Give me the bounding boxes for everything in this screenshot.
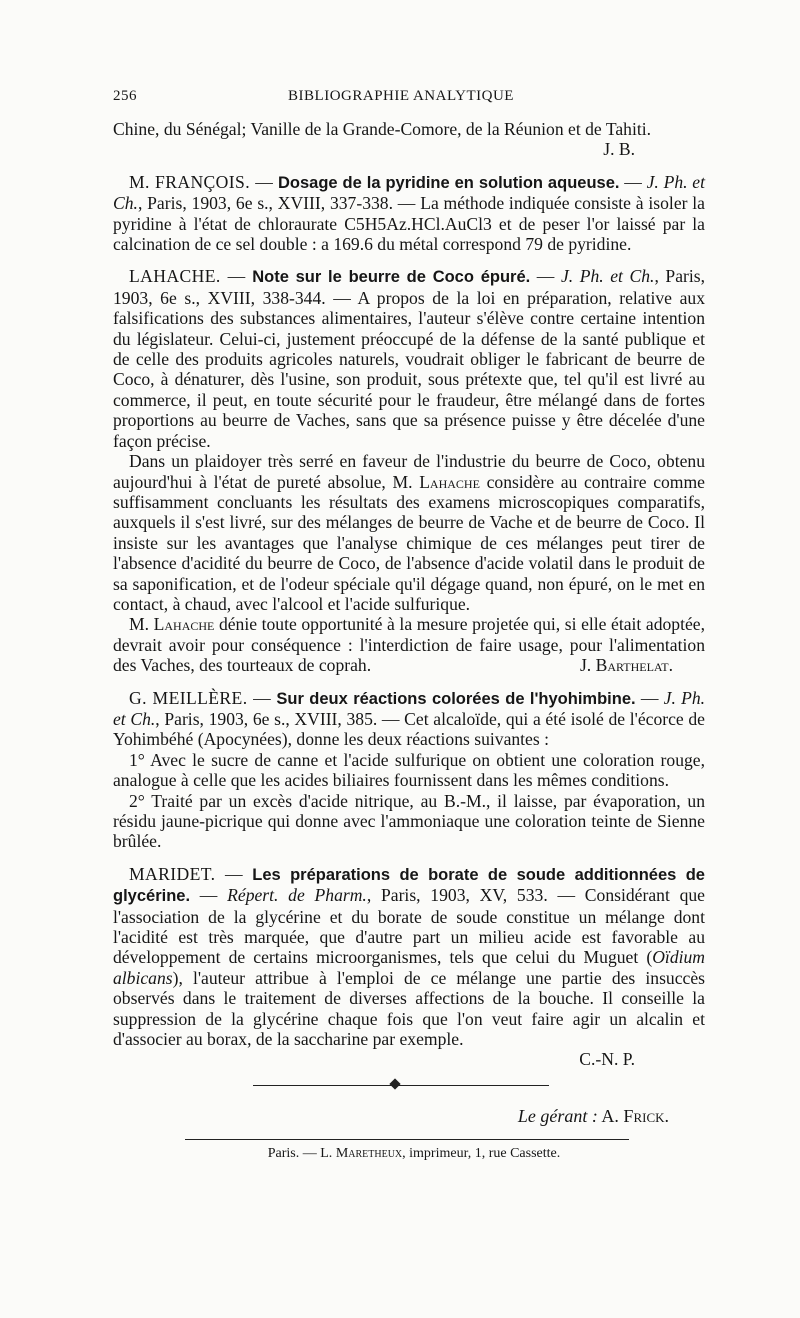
journal-name: J. Ph. et Ch. — [560, 266, 655, 287]
journal-name: J. Ph. et Ch. — [113, 171, 705, 214]
journal-name: Répert. de Pharm. — [227, 885, 367, 906]
reaction-item: 1° Avec le sucre de canne et l'acide sulfurique on obtient une coloration rouge, analogue à celle que les acides biliaires fournissent dans les mêmes conditions. — [113, 749, 705, 791]
citation: , Paris, 1903, 6e s., XVIII, 337-338. — — [137, 193, 416, 214]
entry-body: Cet alcaloïde, qui a été isolé de l'écorce de Yohimbéhé (Apocynées), donne les deux réactions suivantes : — [113, 708, 705, 750]
entry-francois: M. FRANÇOIS. — Dosage de la pyridine en solution aqueuse. — J. Ph. et Ch., Paris, 1903, 6e s., XVIII, 337-338. — La méthode indiquée consiste à isoler la pyridine à l'état de chloraurate C5H5Az.HCl.AuCl3 et de peser l'or laissé par la calcination de ce sel double : a 169.6 du métal correspond 79 de pyridine. — [113, 171, 705, 255]
gerant-line: Le gérant : A. Frick. — [517, 1105, 669, 1126]
entry-body: A propos de la loi en préparation, relative aux falsifications des substances alimentaires, l'auteur s'élève contre certaine intention du législateur. Celui-ci, justement préoccupé de la défense de la santé publique et de celle des produits agricoles naturels, voudrait obliger le fabricant de beurre de Coco, à dénaturer, dès l'usine, son produit, sous prétexte que, tel qu'il est livré au commerce, il peut, en toute sécurité pour le fraudeur, être mélangé dans de fortes proportions au beurre de Vaches, sans que sa présence puisse y être décelée d'une façon précise. — [113, 287, 705, 451]
entry-paragraph: M. Lahache dénie toute opportunité à la mesure projetée qui, si elle était adoptée, devrait avoir pour conséquence : l'interdiction de faire usage, pour l'alimentation des Vaches, des tourteaux de coprah. J. Barthelat. — [113, 614, 705, 676]
entry-signature: J. Barthelat. — [579, 655, 673, 676]
citation: , Paris, 1903, 6e s., XVIII, 338-344. — — [113, 266, 706, 308]
previous-entry-signature: J. B. — [603, 139, 635, 160]
footer-rule — [185, 1139, 629, 1140]
citation: , Paris, 1903, XV, 533. — — [366, 885, 576, 906]
running-title: BIBLIOGRAPHIE ANALYTIQUE — [288, 88, 514, 104]
entry-author: M. FRANÇOIS. — — [129, 171, 274, 192]
entry-lahache: LAHACHE. — Note sur le beurre de Coco épuré. — J. Ph. et Ch., Paris, 1903, 6e s., XVIII, 338-344. — A propos de la loi en préparation, relative aux falsifications des substances alimentaires, l'auteur s'élève contre certaine intention du législateur. Celui-ci, justement préoccupé de la défense de la santé publique et de celle des produits agricoles naturels, voudrait obliger le fabricant de beurre de Coco, à dénaturer, dès l'usine, son produit, sous prétexte que, tel qu'il est livré au commerce, il peut, en toute sécurité pour le fraudeur, être mélangé dans de fortes proportions au beurre de Vaches, sans que sa présence puisse y être décelée d'une façon précise. Dans un plaidoyer très serré en faveur de l'industrie du beurre de Coco, obtenu aujourd'hui à l'état de pureté absolue, M. Lahache considère au contraire comme suffisamment concluants les résultats des examens microscopiques comparatifs, auxquels il s'est livré, sur des mélanges de beurre de Vache et de beurre de Coco. Il insiste sur les avantages que l'analyse chimique de ces mélanges peut tirer de l'absence d'acidité du beurre de Coco, de l'absence d'acide volatil dans le produit de sa saponification, et de l'odeur spéciale qu'il dégage quand, non épuré, on le met en contact, à chaud, avec l'alcool et l'acide sulfurique. M. Lahache dénie toute opportunité à la mesure projetée qui, si elle était adoptée, devrait avoir pour conséquence : l'interdiction de faire usage, pour l'alimentation des Vaches, des tourteaux de coprah. J. Barthelat. — [113, 266, 706, 676]
entry-signature: C.-N. P. — [579, 1049, 635, 1070]
species-name: Oïdium albicans — [113, 947, 705, 988]
entry-meillere: G. MEILLÈRE. — Sur deux réactions colorées de l'hyohimbine. — J. Ph. et Ch., Paris, 1903, 6e s., XVIII, 385. — Cet alcaloïde, qui a été isolé de l'écorce de Yohimbéhé (Apocynées), donne les deux réactions suivantes : 1° Avec le sucre de canne et l'acide sulfurique on obtient une coloration rouge, analogue à celle que les acides biliaires fournissent dans les mêmes conditions. 2° Traité par un excès d'acide nitrique, au B.-M., il laisse, par évaporation, un résidu jaune-picrique qui donne avec l'ammoniaque une coloration teinte de Sienne brûlée. — [113, 687, 706, 852]
previous-entry-end — [113, 119, 705, 160]
entry-title: Note sur le beurre de Coco épuré. — [252, 268, 531, 287]
author-name: Lahache — [419, 471, 480, 492]
printer-imprint: Paris. — L. Maretheux, imprimeur, 1, rue Cassette. — [267, 1145, 561, 1161]
previous-entry-text: Chine, du Sénégal; Vanille de la Grande-Comore, de la Réunion et de Tahiti. — [113, 119, 652, 139]
entry-paragraph: Dans un plaidoyer très serré en faveur de l'industrie du beurre de Coco, obtenu aujourd'hui à l'état de pureté absolue, M. Lahache considère au contraire comme suffisamment concluants les résultats des examens microscopiques comparatifs, auxquels il s'est livré, sur des mélanges de beurre de Vache et de beurre de Coco. Il insiste sur les avantages que l'analyse chimique de ces mélanges peut tirer de l'absence d'acidité du beurre de Coco, de l'absence d'acide volatil dans le produit de sa saponification, et de l'odeur spéciale qu'il dégage quand, non épuré, on le met en contact, à chaud, avec l'alcool et l'acide sulfurique. — [113, 451, 705, 614]
entry-body: La méthode indiquée consiste à isoler la pyridine à l'état de chloraurate C5H5Az.HCl.AuCl3 et de peser l'or laissé par la calcination de ce sel double : a 169.6 du métal correspond 79 de pyridine. — [113, 193, 705, 255]
page-number: 256 — [113, 88, 137, 104]
entry-author: G. MEILLÈRE. — — [129, 687, 272, 708]
ornamental-divider — [253, 1080, 549, 1092]
reaction-item: 2° Traité par un excès d'acide nitrique, au B.-M., il laisse, par évaporation, un résidu jaune-picrique qui donne avec l'ammoniaque une coloration teinte de Sienne brûlée. — [113, 790, 705, 852]
author-name: Lahache — [153, 614, 215, 635]
journal-page — [113, 88, 705, 1162]
citation: , Paris, 1903, 6e s., XVIII, 385. — — [155, 708, 400, 729]
entry-author: LAHACHE. — — [129, 266, 246, 287]
entry-maridet: MARIDET. — Les préparations de borate de soude additionnées de glycérine. — Répert. de Pharm., Paris, 1903, XV, 533. — Considérant que l'association de la glycérine et du borate de soude constitue un mélange dont l'acidité est très marquée, que d'autre part un milieu acide est favorable au développement de certains microorganismes, tels que celui du Muguet (Oïdium albicans), l'auteur attribue à l'emploi de ce mélange une partie des insuccès observés dans le traitement de diverses affections de la bouche. Il conseille la suppression de la glycérine chaque fois que l'on veut faire agir un alcalin et d'associer au borax, de la saccharine par exemple. C.-N. P. — [113, 863, 705, 1070]
entry-title: Dosage de la pyridine en solution aqueuse. — [277, 173, 620, 192]
entry-title: Les préparations de borate de soude additionnées de glycérine. — [113, 865, 705, 906]
journal-name: J. Ph. et Ch. — [113, 687, 706, 729]
entry-title: Sur deux réactions colorées de l'hyohimbine. — [276, 689, 636, 708]
entry-author: MARIDET. — — [129, 863, 244, 884]
diamond-ornament-icon — [389, 1078, 400, 1089]
running-head — [113, 88, 705, 105]
